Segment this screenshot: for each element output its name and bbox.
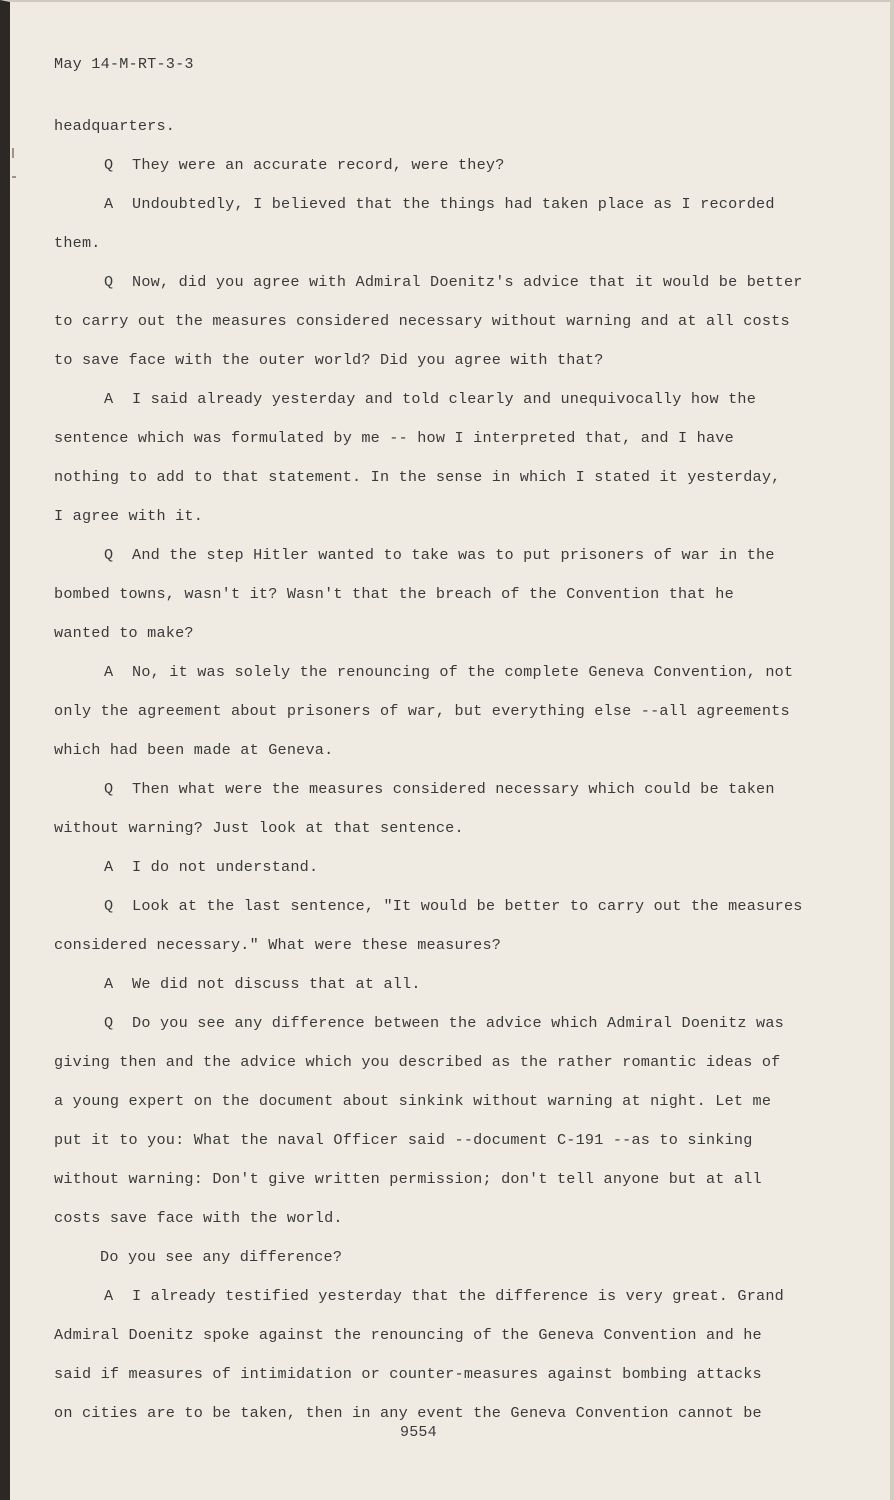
speaker-label: Q	[104, 897, 114, 915]
transcript-line	[54, 536, 844, 575]
transcript-line	[54, 692, 844, 731]
line-text: bombed towns, wasn't it? Wasn't that the breach of the Convention that he	[54, 585, 734, 603]
transcript-line	[54, 1277, 844, 1316]
transcript-line	[54, 1160, 844, 1199]
transcript-line	[54, 419, 844, 458]
speaker-label: A	[104, 975, 114, 993]
line-text: headquarters.	[54, 117, 176, 135]
transcript-line	[54, 926, 844, 965]
line-text: on cities are to be taken, then in any event the Geneva Convention cannot be	[54, 1404, 762, 1422]
line-text: We did not discuss that at all.	[132, 975, 421, 993]
transcript-line	[54, 107, 844, 146]
transcript-line	[54, 1238, 844, 1277]
speaker-label: A	[104, 858, 114, 876]
transcript-line	[54, 1316, 844, 1355]
line-text: Do you see any difference between the advice which Admiral Doenitz was	[132, 1014, 784, 1032]
transcript-line	[54, 848, 844, 887]
speaker-label: A	[104, 390, 114, 408]
line-text: I said already yesterday and told clearly and unequivocally how the	[132, 390, 757, 408]
transcript-line	[54, 965, 844, 1004]
line-text: costs save face with the world.	[54, 1209, 343, 1227]
line-text: I already testified yesterday that the difference is very great. Grand	[132, 1287, 784, 1305]
transcript-line	[54, 1082, 844, 1121]
speaker-label: A	[104, 1287, 114, 1305]
line-text: to carry out the measures considered necessary without warning and at all costs	[54, 312, 790, 330]
page-number: 9554	[400, 1424, 437, 1441]
transcript-line	[54, 1004, 844, 1043]
transcript-line	[54, 1121, 844, 1160]
transcript-line	[54, 1355, 844, 1394]
transcript-line	[54, 497, 844, 536]
speaker-label: Q	[104, 273, 114, 291]
line-text: No, it was solely the renouncing of the complete Geneva Convention, not	[132, 663, 794, 681]
transcript-line	[54, 263, 844, 302]
line-text: said if measures of intimidation or counter-measures against bombing attacks	[54, 1365, 762, 1383]
speaker-label: Q	[104, 780, 114, 798]
line-text: I agree with it.	[54, 507, 204, 525]
transcript-line	[54, 653, 844, 692]
speaker-label: Q	[104, 1014, 114, 1032]
line-text: which had been made at Geneva.	[54, 741, 334, 759]
line-text: Do you see any difference?	[100, 1248, 343, 1266]
transcript-line	[54, 380, 844, 419]
transcript-line	[54, 146, 844, 185]
line-text: They were an accurate record, were they?	[132, 156, 505, 174]
line-text: without warning? Just look at that sentence.	[54, 819, 464, 837]
transcript-body	[54, 52, 844, 1433]
margin-mark	[12, 148, 14, 158]
line-text: them.	[54, 234, 101, 252]
line-text: Undoubtedly, I believed that the things had taken place as I recorded	[132, 195, 775, 213]
line-text: only the agreement about prisoners of war, but everything else --all agreements	[54, 702, 790, 720]
line-text: I do not understand.	[132, 858, 319, 876]
transcript-line	[54, 809, 844, 848]
transcript-line	[54, 1043, 844, 1082]
transcript-line	[54, 1394, 844, 1433]
transcript-line	[54, 1199, 844, 1238]
line-text: without warning: Don't give written permission; don't tell anyone but at all	[54, 1170, 762, 1188]
line-text: And the step Hitler wanted to take was to put prisoners of war in the	[132, 546, 775, 564]
line-text: to save face with the outer world? Did you agree with that?	[54, 351, 604, 369]
transcript-line	[54, 341, 844, 380]
line-text: nothing to add to that statement. In the sense in which I stated it yesterday,	[54, 468, 781, 486]
line-text: put it to you: What the naval Officer said --document C-191 --as to sinking	[54, 1131, 753, 1149]
line-text: Admiral Doenitz spoke against the renouncing of the Geneva Convention and he	[54, 1326, 762, 1344]
transcript-lines	[54, 107, 844, 1433]
transcript-line	[54, 731, 844, 770]
speaker-label: Q	[104, 156, 114, 174]
transcript-line	[54, 224, 844, 263]
speaker-label: Q	[104, 546, 114, 564]
transcript-line	[54, 458, 844, 497]
line-text: wanted to make?	[54, 624, 194, 642]
line-text: a young expert on the document about sinkink without warning at night. Let me	[54, 1092, 772, 1110]
line-text: sentence which was formulated by me -- how I interpreted that, and I have	[54, 429, 734, 447]
line-text: giving then and the advice which you described as the rather romantic ideas of	[54, 1053, 781, 1071]
margin-mark	[12, 176, 16, 178]
speaker-label: A	[104, 663, 114, 681]
transcript-line	[54, 185, 844, 224]
transcript-line	[54, 770, 844, 809]
transcript-line	[54, 614, 844, 653]
line-text: considered necessary." What were these measures?	[54, 936, 502, 954]
line-text: Look at the last sentence, "It would be better to carry out the measures	[132, 897, 803, 915]
transcript-line	[54, 302, 844, 341]
speaker-label: A	[104, 195, 114, 213]
document-reference: May 14-M-RT-3-3	[54, 55, 194, 73]
line-text: Then what were the measures considered necessary which could be taken	[132, 780, 775, 798]
line-text: Now, did you agree with Admiral Doenitz's advice that it would be better	[132, 273, 803, 291]
transcript-line	[54, 887, 844, 926]
transcript-line	[54, 575, 844, 614]
